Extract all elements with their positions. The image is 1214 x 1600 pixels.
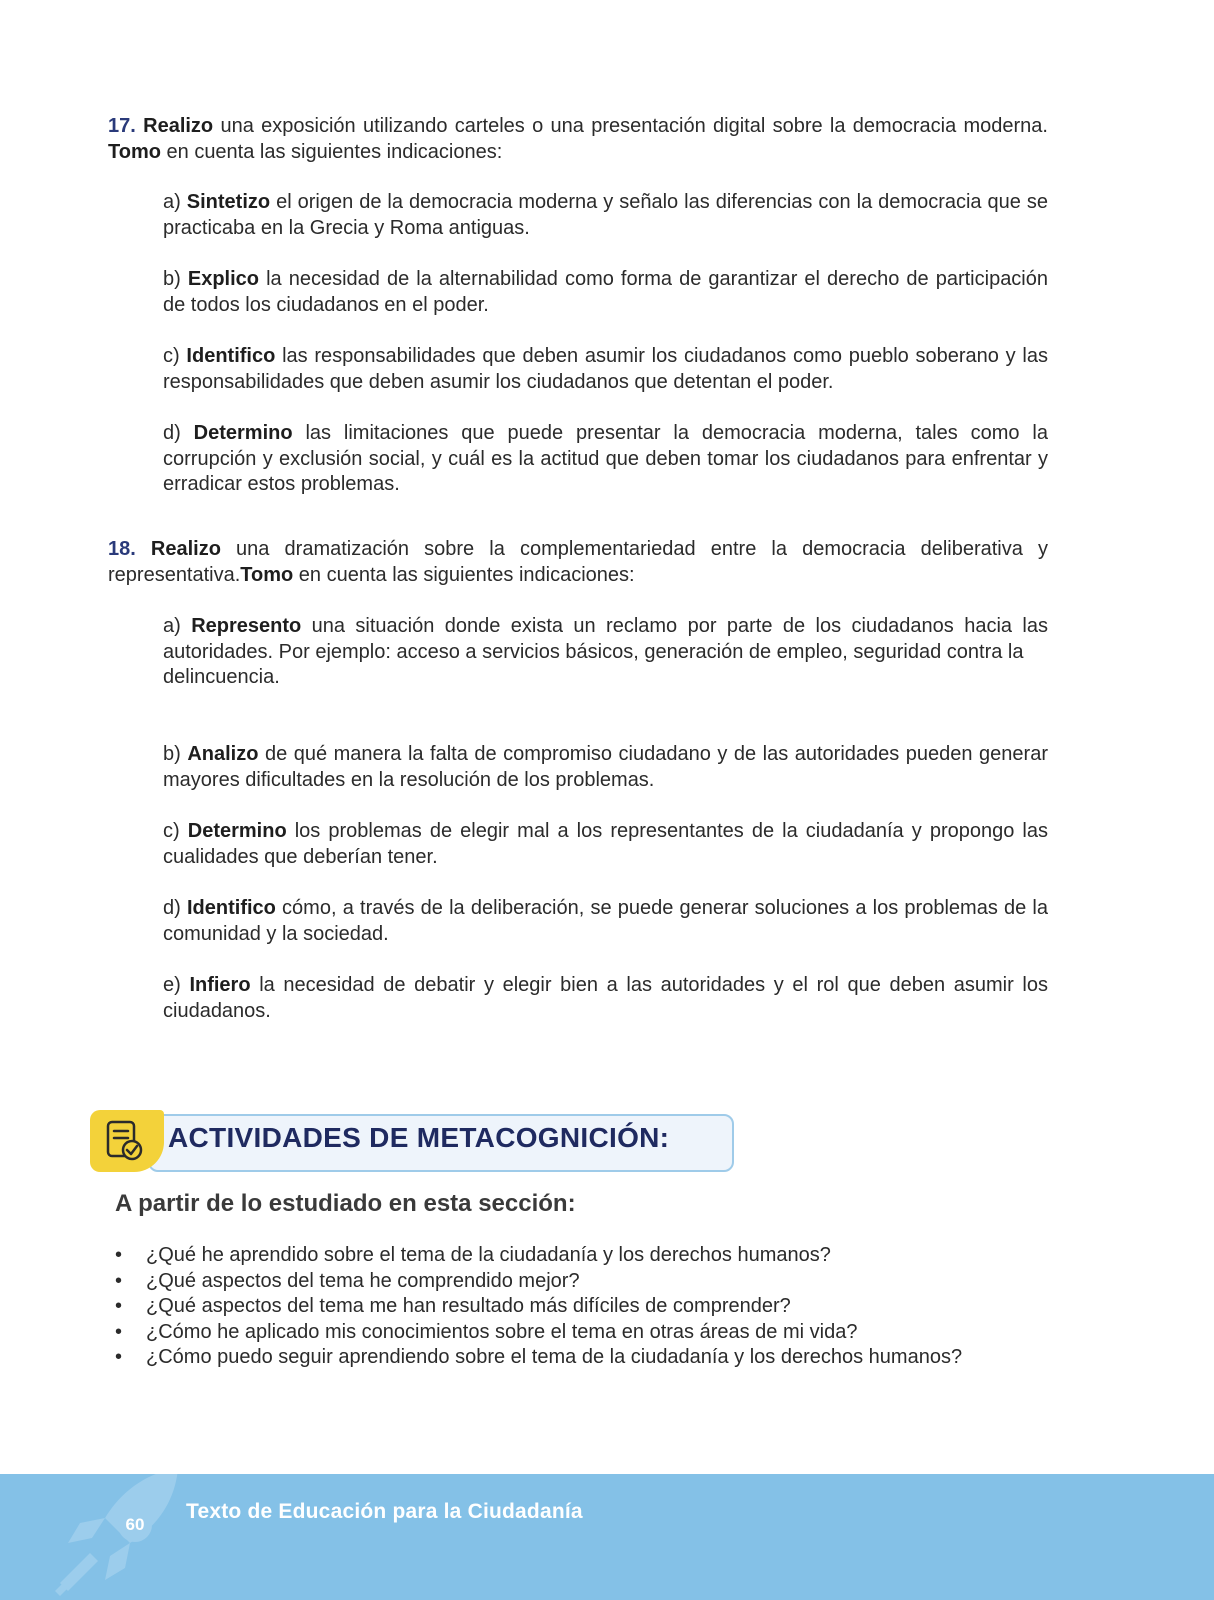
subitem: a) Represento una situación donde exista un reclamo por parte de los ciudadanos hacia las autoridades. Por ejemplo: acceso a servicios básicos, generación de empleo, seguridad contra la delincuencia.: [163, 615, 1048, 688]
list-item: • ¿Qué aspectos del tema he comprendido mejor?: [115, 1269, 962, 1295]
action-verb: Explico: [187, 268, 259, 290]
list-item: • ¿Qué he aprendido sobre el tema de la ciudadanía y los derechos humanos?: [115, 1243, 962, 1269]
question-number: 18: [108, 538, 131, 560]
rocket-icon: [50, 1474, 190, 1600]
action-verb: Determino: [193, 422, 293, 444]
action-verb: Represento: [191, 615, 302, 637]
banner-title: ACTIVIDADES DE METACOGNICIÓN:: [168, 1122, 670, 1153]
subitem: b) Explico la necesidad de la alternabilidad como forma de garantizar el derecho de participación de todos los ciudadanos en el poder.: [163, 268, 1049, 316]
action-verb: Analizo: [187, 743, 259, 765]
action-verb: Sintetizo: [186, 191, 271, 213]
question-18: 18. Realizo una dramatización sobre la complementariedad entre la democracia deliberativa y representativa.Tomo en cuenta las siguientes indicaciones:: [108, 538, 1048, 586]
action-verb: Tomo: [240, 563, 294, 586]
subitem: d) Identifico cómo, a través de la deliberación, se puede generar soluciones a los problemas de la comunidad y la sociedad.: [163, 897, 1048, 945]
question-list: [115, 1243, 962, 1371]
list-item: • ¿Cómo puedo seguir aprendiendo sobre el tema de la ciudadanía y los derechos humanos?: [115, 1345, 962, 1371]
action-verb: Realizo: [143, 115, 214, 137]
subitem: c) Determino los problemas de elegir mal a los representantes de la ciudadanía y propongo las cualidades que deberían tener.: [163, 820, 1049, 868]
banner-badge: [90, 1110, 164, 1172]
page-number: 60: [118, 1508, 152, 1542]
subitem: d) Determino las limitaciones que puede presentar la democracia moderna, tales como la corrupción y exclusión social, y cuál es la actitud que deben tomar los ciudadanos para enfrentar y erradicar estos problemas.: [163, 422, 1048, 495]
action-verb: Realizo: [150, 538, 221, 560]
question-number: 17: [108, 115, 131, 137]
action-verb: Determino: [187, 820, 287, 842]
list-item: • ¿Qué aspectos del tema me han resultado más difíciles de comprender?: [115, 1294, 962, 1320]
action-verb: Identifico: [186, 897, 276, 919]
footer-title: Texto de Educación para la Ciudadanía: [186, 1500, 583, 1523]
section-banner: [90, 1110, 734, 1174]
action-verb: Infiero: [189, 974, 251, 996]
section-subheading: A partir de lo estudiado en esta sección:: [115, 1190, 576, 1217]
checklist-icon: [100, 1118, 150, 1164]
subitem: a) Sintetizo el origen de la democracia moderna y señalo las diferencias con la democracia que se practicaba en la Grecia y Roma antiguas.: [163, 191, 1048, 239]
action-verb: Tomo: [108, 140, 161, 163]
list-item: • ¿Cómo he aplicado mis conocimientos sobre el tema en otras áreas de mi vida?: [115, 1320, 962, 1346]
subitem: c) Identifico las responsabilidades que deben asumir los ciudadanos como pueblo soberano y las responsabilidades que deben asumir los ciudadanos que detentan el poder.: [163, 345, 1048, 393]
question-17: 17. Realizo una exposición utilizando carteles o una presentación digital sobre la democracia moderna. Tomo en cuenta las siguientes indicaciones:: [108, 115, 1048, 163]
subitem: e) Infiero la necesidad de debatir y elegir bien a las autoridades y el rol que deben asumir los ciudadanos.: [163, 974, 1048, 1022]
subitem: b) Analizo de qué manera la falta de compromiso ciudadano y de las autoridades pueden generar mayores dificultades en la resolución de los problemas.: [163, 743, 1048, 791]
page-footer: [0, 1474, 1214, 1600]
action-verb: Identifico: [186, 345, 276, 367]
